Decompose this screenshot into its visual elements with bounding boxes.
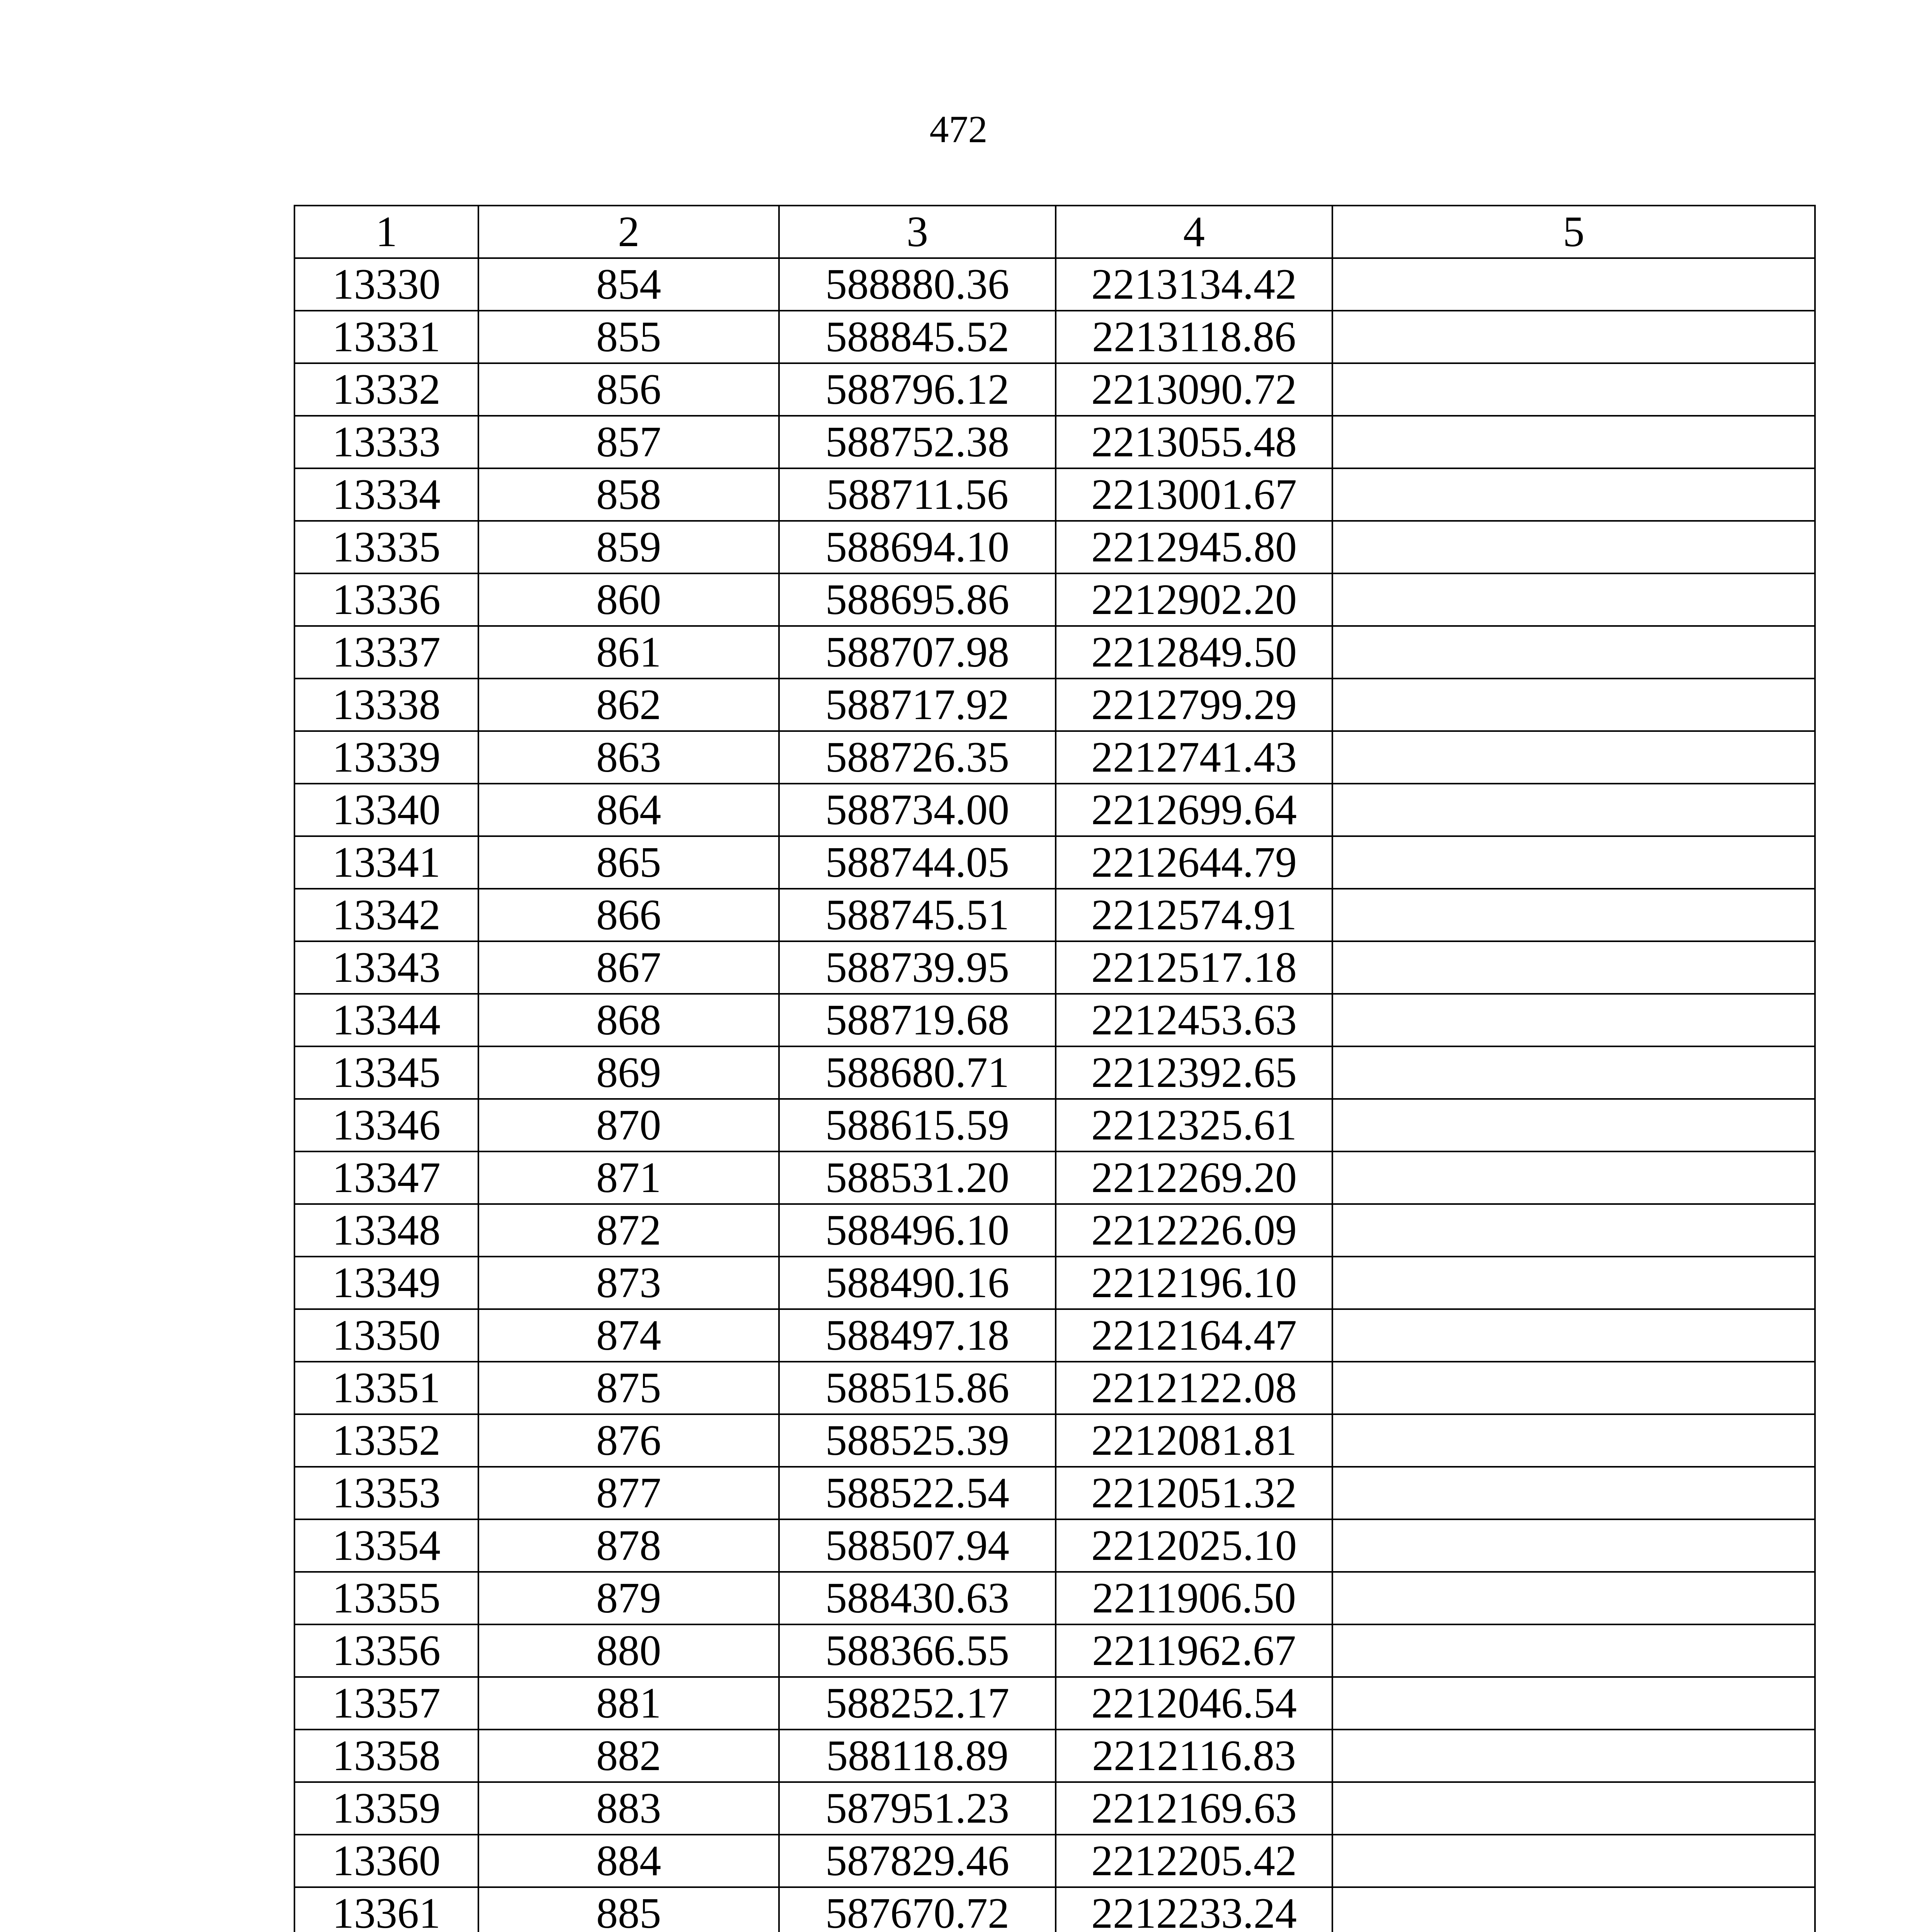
point-number-cell: 871 xyxy=(478,1151,779,1204)
table-row xyxy=(294,1204,1815,1257)
coord-y-cell: 2212116.83 xyxy=(1056,1730,1332,1782)
coord-x-cell: 588796.12 xyxy=(779,363,1056,416)
table-row xyxy=(294,468,1815,521)
note-cell xyxy=(1332,1309,1815,1362)
point-number-cell: 875 xyxy=(478,1362,779,1414)
table-row xyxy=(294,1362,1815,1414)
point-id-cell: 13348 xyxy=(294,1204,478,1257)
point-number-cell: 874 xyxy=(478,1309,779,1362)
note-cell xyxy=(1332,941,1815,994)
coord-x-cell: 588496.10 xyxy=(779,1204,1056,1257)
point-id-cell: 13338 xyxy=(294,679,478,731)
note-cell xyxy=(1332,1730,1815,1782)
point-number-cell: 863 xyxy=(478,731,779,784)
coord-x-cell: 588744.05 xyxy=(779,836,1056,889)
point-number-cell: 882 xyxy=(478,1730,779,1782)
coord-x-cell: 588745.51 xyxy=(779,889,1056,941)
header-cell-1: 1 xyxy=(294,206,478,258)
coord-y-cell: 2213090.72 xyxy=(1056,363,1332,416)
coord-y-cell: 2212392.65 xyxy=(1056,1046,1332,1099)
table-row xyxy=(294,1046,1815,1099)
note-cell xyxy=(1332,679,1815,731)
point-number-cell: 854 xyxy=(478,258,779,311)
note-cell xyxy=(1332,521,1815,573)
coord-x-cell: 588680.71 xyxy=(779,1046,1056,1099)
point-number-cell: 881 xyxy=(478,1677,779,1730)
note-cell xyxy=(1332,363,1815,416)
table-row xyxy=(294,1624,1815,1677)
point-id-cell: 13357 xyxy=(294,1677,478,1730)
header-cell-5: 5 xyxy=(1332,206,1815,258)
point-id-cell: 13346 xyxy=(294,1099,478,1151)
coord-y-cell: 2212169.63 xyxy=(1056,1782,1332,1835)
coord-x-cell: 588490.16 xyxy=(779,1257,1056,1309)
table-row xyxy=(294,521,1815,573)
point-number-cell: 879 xyxy=(478,1572,779,1624)
point-id-cell: 13347 xyxy=(294,1151,478,1204)
point-number-cell: 861 xyxy=(478,626,779,679)
note-cell xyxy=(1332,731,1815,784)
table-header-row xyxy=(294,206,1815,258)
coord-x-cell: 588717.92 xyxy=(779,679,1056,731)
note-cell xyxy=(1332,1519,1815,1572)
table-row xyxy=(294,1414,1815,1467)
coord-x-cell: 588711.56 xyxy=(779,468,1056,521)
coord-y-cell: 2213134.42 xyxy=(1056,258,1332,311)
coord-x-cell: 588694.10 xyxy=(779,521,1056,573)
header-cell-4: 4 xyxy=(1056,206,1332,258)
coord-x-cell: 588118.89 xyxy=(779,1730,1056,1782)
point-id-cell: 13339 xyxy=(294,731,478,784)
coord-x-cell: 588845.52 xyxy=(779,311,1056,363)
point-id-cell: 13334 xyxy=(294,468,478,521)
note-cell xyxy=(1332,1467,1815,1519)
coord-y-cell: 2212269.20 xyxy=(1056,1151,1332,1204)
point-id-cell: 13350 xyxy=(294,1309,478,1362)
coord-y-cell: 2212945.80 xyxy=(1056,521,1332,573)
point-id-cell: 13360 xyxy=(294,1835,478,1887)
point-number-cell: 858 xyxy=(478,468,779,521)
note-cell xyxy=(1332,1887,1815,1932)
coord-y-cell: 2212699.64 xyxy=(1056,784,1332,836)
coord-y-cell: 2212849.50 xyxy=(1056,626,1332,679)
point-id-cell: 13358 xyxy=(294,1730,478,1782)
coord-y-cell: 2211962.67 xyxy=(1056,1624,1332,1677)
coord-y-cell: 2212046.54 xyxy=(1056,1677,1332,1730)
coord-y-cell: 2212574.91 xyxy=(1056,889,1332,941)
note-cell xyxy=(1332,1204,1815,1257)
coord-y-cell: 2212164.47 xyxy=(1056,1309,1332,1362)
point-number-cell: 860 xyxy=(478,573,779,626)
point-number-cell: 867 xyxy=(478,941,779,994)
point-id-cell: 13336 xyxy=(294,573,478,626)
coord-x-cell: 588252.17 xyxy=(779,1677,1056,1730)
table-body xyxy=(294,206,1815,1932)
point-number-cell: 859 xyxy=(478,521,779,573)
point-number-cell: 868 xyxy=(478,994,779,1046)
header-cell-2: 2 xyxy=(478,206,779,258)
coordinates-table xyxy=(294,205,1816,1932)
point-id-cell: 13345 xyxy=(294,1046,478,1099)
coord-x-cell: 587829.46 xyxy=(779,1835,1056,1887)
note-cell xyxy=(1332,1782,1815,1835)
point-id-cell: 13335 xyxy=(294,521,478,573)
coord-x-cell: 588515.86 xyxy=(779,1362,1056,1414)
point-number-cell: 885 xyxy=(478,1887,779,1932)
table-row xyxy=(294,1467,1815,1519)
point-number-cell: 857 xyxy=(478,416,779,468)
note-cell xyxy=(1332,573,1815,626)
note-cell xyxy=(1332,311,1815,363)
table-row xyxy=(294,311,1815,363)
coord-x-cell: 587951.23 xyxy=(779,1782,1056,1835)
point-id-cell: 13333 xyxy=(294,416,478,468)
point-number-cell: 877 xyxy=(478,1467,779,1519)
point-number-cell: 884 xyxy=(478,1835,779,1887)
table-row xyxy=(294,416,1815,468)
table-row xyxy=(294,731,1815,784)
point-id-cell: 13354 xyxy=(294,1519,478,1572)
table-row xyxy=(294,941,1815,994)
point-id-cell: 13340 xyxy=(294,784,478,836)
note-cell xyxy=(1332,416,1815,468)
coord-y-cell: 2212226.09 xyxy=(1056,1204,1332,1257)
table-row xyxy=(294,836,1815,889)
point-number-cell: 866 xyxy=(478,889,779,941)
note-cell xyxy=(1332,1624,1815,1677)
coord-y-cell: 2212517.18 xyxy=(1056,941,1332,994)
point-id-cell: 13351 xyxy=(294,1362,478,1414)
table-row xyxy=(294,889,1815,941)
note-cell xyxy=(1332,258,1815,311)
coord-x-cell: 588880.36 xyxy=(779,258,1056,311)
coord-x-cell: 588522.54 xyxy=(779,1467,1056,1519)
coord-y-cell: 2212325.61 xyxy=(1056,1099,1332,1151)
table-row xyxy=(294,1099,1815,1151)
table-row xyxy=(294,1151,1815,1204)
coord-y-cell: 2213055.48 xyxy=(1056,416,1332,468)
table-row xyxy=(294,626,1815,679)
note-cell xyxy=(1332,468,1815,521)
note-cell xyxy=(1332,1677,1815,1730)
coord-x-cell: 588739.95 xyxy=(779,941,1056,994)
point-number-cell: 862 xyxy=(478,679,779,731)
coord-y-cell: 2212122.08 xyxy=(1056,1362,1332,1414)
coord-x-cell: 587670.72 xyxy=(779,1887,1056,1932)
table-row xyxy=(294,1572,1815,1624)
note-cell xyxy=(1332,1362,1815,1414)
note-cell xyxy=(1332,836,1815,889)
point-number-cell: 869 xyxy=(478,1046,779,1099)
table-row xyxy=(294,1835,1815,1887)
table-row xyxy=(294,1677,1815,1730)
table-row xyxy=(294,573,1815,626)
table-row xyxy=(294,1887,1815,1932)
coord-x-cell: 588497.18 xyxy=(779,1309,1056,1362)
point-id-cell: 13330 xyxy=(294,258,478,311)
point-id-cell: 13331 xyxy=(294,311,478,363)
point-number-cell: 878 xyxy=(478,1519,779,1572)
point-id-cell: 13343 xyxy=(294,941,478,994)
table-row xyxy=(294,679,1815,731)
point-id-cell: 13349 xyxy=(294,1257,478,1309)
coord-x-cell: 588695.86 xyxy=(779,573,1056,626)
point-id-cell: 13332 xyxy=(294,363,478,416)
coord-y-cell: 2212025.10 xyxy=(1056,1519,1332,1572)
note-cell xyxy=(1332,1099,1815,1151)
coord-y-cell: 2212196.10 xyxy=(1056,1257,1332,1309)
table-row xyxy=(294,1257,1815,1309)
coord-x-cell: 588615.59 xyxy=(779,1099,1056,1151)
point-id-cell: 13352 xyxy=(294,1414,478,1467)
point-id-cell: 13359 xyxy=(294,1782,478,1835)
table-row xyxy=(294,994,1815,1046)
point-id-cell: 13361 xyxy=(294,1887,478,1932)
coord-y-cell: 2212205.42 xyxy=(1056,1835,1332,1887)
point-number-cell: 880 xyxy=(478,1624,779,1677)
point-number-cell: 865 xyxy=(478,836,779,889)
table-row xyxy=(294,1309,1815,1362)
coord-x-cell: 588726.35 xyxy=(779,731,1056,784)
coord-y-cell: 2212081.81 xyxy=(1056,1414,1332,1467)
point-id-cell: 13342 xyxy=(294,889,478,941)
point-number-cell: 873 xyxy=(478,1257,779,1309)
header-cell-3: 3 xyxy=(779,206,1056,258)
coord-x-cell: 588734.00 xyxy=(779,784,1056,836)
coord-x-cell: 588430.63 xyxy=(779,1572,1056,1624)
point-number-cell: 876 xyxy=(478,1414,779,1467)
coord-x-cell: 588752.38 xyxy=(779,416,1056,468)
table-row xyxy=(294,258,1815,311)
note-cell xyxy=(1332,784,1815,836)
table-row xyxy=(294,363,1815,416)
note-cell xyxy=(1332,1046,1815,1099)
coord-y-cell: 2212741.43 xyxy=(1056,731,1332,784)
point-number-cell: 872 xyxy=(478,1204,779,1257)
note-cell xyxy=(1332,626,1815,679)
point-number-cell: 883 xyxy=(478,1782,779,1835)
coord-x-cell: 588525.39 xyxy=(779,1414,1056,1467)
note-cell xyxy=(1332,1572,1815,1624)
point-number-cell: 864 xyxy=(478,784,779,836)
table-row xyxy=(294,1782,1815,1835)
note-cell xyxy=(1332,994,1815,1046)
point-id-cell: 13337 xyxy=(294,626,478,679)
point-id-cell: 13353 xyxy=(294,1467,478,1519)
note-cell xyxy=(1332,1257,1815,1309)
coord-y-cell: 2212233.24 xyxy=(1056,1887,1332,1932)
coord-y-cell: 2211906.50 xyxy=(1056,1572,1332,1624)
coord-x-cell: 588366.55 xyxy=(779,1624,1056,1677)
coord-x-cell: 588507.94 xyxy=(779,1519,1056,1572)
note-cell xyxy=(1332,1414,1815,1467)
coord-y-cell: 2212453.63 xyxy=(1056,994,1332,1046)
point-number-cell: 870 xyxy=(478,1099,779,1151)
coord-y-cell: 2212799.29 xyxy=(1056,679,1332,731)
page-number: 472 xyxy=(929,108,988,151)
table-row xyxy=(294,1519,1815,1572)
point-number-cell: 856 xyxy=(478,363,779,416)
coord-y-cell: 2212644.79 xyxy=(1056,836,1332,889)
point-id-cell: 13341 xyxy=(294,836,478,889)
table-row xyxy=(294,784,1815,836)
point-id-cell: 13356 xyxy=(294,1624,478,1677)
coord-x-cell: 588719.68 xyxy=(779,994,1056,1046)
point-id-cell: 13344 xyxy=(294,994,478,1046)
coord-y-cell: 2212902.20 xyxy=(1056,573,1332,626)
point-id-cell: 13355 xyxy=(294,1572,478,1624)
table-row xyxy=(294,1730,1815,1782)
point-number-cell: 855 xyxy=(478,311,779,363)
coord-x-cell: 588531.20 xyxy=(779,1151,1056,1204)
coord-y-cell: 2213001.67 xyxy=(1056,468,1332,521)
note-cell xyxy=(1332,1835,1815,1887)
note-cell xyxy=(1332,889,1815,941)
note-cell xyxy=(1332,1151,1815,1204)
coord-x-cell: 588707.98 xyxy=(779,626,1056,679)
coord-y-cell: 2213118.86 xyxy=(1056,311,1332,363)
coord-y-cell: 2212051.32 xyxy=(1056,1467,1332,1519)
